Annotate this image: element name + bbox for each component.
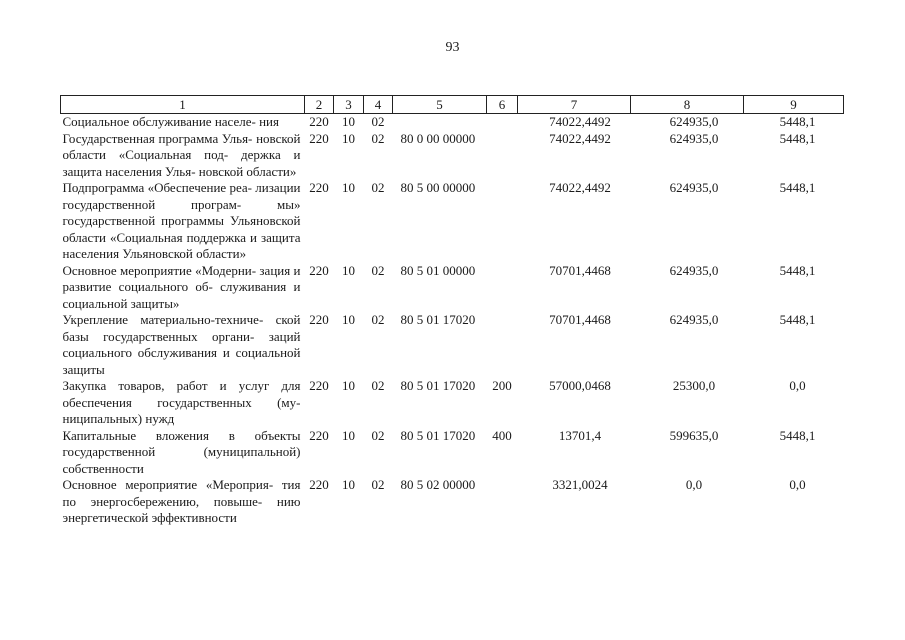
cell-section: 220 xyxy=(309,477,329,492)
cell-section: 220 xyxy=(309,262,329,278)
cell-amount-9: 5448,1 xyxy=(779,180,816,195)
cell-amount-9: 5448,1 xyxy=(779,262,816,278)
column-header: 2 xyxy=(305,96,334,114)
cell-amount-9: 5448,1 xyxy=(779,130,816,146)
cell-amount-8: 624935,0 xyxy=(669,130,719,146)
cell-subsection: 10 xyxy=(342,180,355,195)
cell-amount-7: 70701,4468 xyxy=(549,262,611,278)
cell-target-code: 80 5 01 17020 xyxy=(400,427,476,443)
cell-subsection: 10 xyxy=(342,427,355,443)
cell-item: 02 xyxy=(371,477,385,492)
cell-expense-type: 200 xyxy=(492,378,512,393)
cell-target-code xyxy=(393,114,487,131)
column-header: 9 xyxy=(744,96,844,114)
cell-amount-7: 70701,4468 xyxy=(549,312,611,327)
table-row xyxy=(61,428,844,478)
cell-amount-8: 25300,0 xyxy=(672,378,716,393)
cell-subsection: 10 xyxy=(342,312,355,327)
cell-target-code: 80 5 00 00000 xyxy=(400,180,476,195)
cell-amount-9: 5448,1 xyxy=(779,312,816,327)
cell-subsection: 10 xyxy=(342,130,355,146)
cell-subsection: 10 xyxy=(342,378,355,393)
cell-item: 02 xyxy=(371,114,385,129)
cell-amount-8: 624935,0 xyxy=(669,312,719,327)
page-number: 93 xyxy=(445,40,460,55)
cell-target-code: 80 5 01 00000 xyxy=(400,262,476,278)
table-row xyxy=(61,477,844,527)
row-name: Основное мероприятие «Модерни- зация и развитие социального об- служивания и социальной защиты» xyxy=(62,262,301,311)
cell-section: 220 xyxy=(309,114,329,129)
row-name: Социальное обслуживание населе- ния xyxy=(62,114,279,129)
cell-item: 02 xyxy=(371,378,385,393)
cell-section: 220 xyxy=(309,312,329,327)
cell-section: 220 xyxy=(309,378,329,393)
column-header: 5 xyxy=(393,96,487,114)
table-row xyxy=(61,312,844,378)
cell-target-code: 80 5 01 17020 xyxy=(400,378,476,393)
cell-section: 220 xyxy=(309,180,329,195)
cell-item: 02 xyxy=(371,312,385,327)
cell-section: 220 xyxy=(309,427,329,443)
table-row xyxy=(61,180,844,263)
cell-target-code: 80 5 01 17020 xyxy=(400,312,476,327)
cell-expense-type xyxy=(487,477,518,527)
column-header: 7 xyxy=(518,96,631,114)
cell-expense-type xyxy=(487,180,518,263)
row-name: Государственная программа Улья- новской области «Социальная под- держка и защита населения Улья- новской области» xyxy=(62,130,301,179)
cell-item: 02 xyxy=(371,180,385,195)
table-header-row xyxy=(61,96,844,114)
cell-amount-8: 0,0 xyxy=(685,477,703,492)
cell-expense-type xyxy=(487,114,518,131)
cell-subsection: 10 xyxy=(342,477,355,492)
cell-amount-8: 624935,0 xyxy=(669,180,719,195)
cell-amount-8: 624935,0 xyxy=(669,114,719,129)
cell-expense-type xyxy=(487,312,518,378)
cell-expense-type xyxy=(487,263,518,313)
row-name: Укрепление материально-техниче- ской базы государственных органи- заций социального обслуживания и социальной защиты xyxy=(62,312,301,377)
table-row xyxy=(61,378,844,428)
cell-amount-7: 3321,0024 xyxy=(552,477,608,492)
cell-target-code: 80 5 02 00000 xyxy=(400,477,476,492)
table-row xyxy=(61,263,844,313)
row-name: Подпрограмма «Обеспечение реа- лизации государственной програм- мы» государственной программы Ульяновской области «Социальная поддержка и защита населения Ульяновской области» xyxy=(62,180,301,261)
budget-table xyxy=(60,95,844,527)
cell-amount-7: 13701,4 xyxy=(558,427,602,443)
cell-amount-9: 0,0 xyxy=(789,378,806,393)
cell-amount-7: 74022,4492 xyxy=(549,114,611,129)
cell-amount-8: 599635,0 xyxy=(669,427,719,443)
cell-amount-7: 74022,4492 xyxy=(549,130,611,146)
cell-subsection: 10 xyxy=(342,262,355,278)
row-name: Капитальные вложения в объекты государственной (муниципальной) собственности xyxy=(62,427,301,476)
cell-subsection: 10 xyxy=(342,114,355,129)
column-header: 4 xyxy=(364,96,393,114)
cell-item: 02 xyxy=(371,130,385,146)
cell-amount-7: 74022,4492 xyxy=(549,180,611,195)
cell-expense-type: 400 xyxy=(492,427,512,443)
cell-section: 220 xyxy=(309,130,329,146)
row-name: Основное мероприятие «Мероприя- тия по энергосбережению, повыше- нию энергетической эффективности xyxy=(62,477,301,525)
column-header: 3 xyxy=(334,96,364,114)
cell-amount-9: 5448,1 xyxy=(779,427,816,443)
table-row xyxy=(61,114,844,131)
cell-amount-9: 5448,1 xyxy=(779,114,816,129)
cell-amount-9: 0,0 xyxy=(789,477,806,492)
cell-target-code: 80 0 00 00000 xyxy=(400,130,476,146)
cell-item: 02 xyxy=(371,262,385,278)
row-name: Закупка товаров, работ и услуг для обеспечения государственных (му- ниципальных) нужд xyxy=(62,378,301,426)
cell-amount-8: 624935,0 xyxy=(669,262,719,278)
column-header: 1 xyxy=(61,96,305,114)
cell-amount-7: 57000,0468 xyxy=(549,378,611,393)
table-row xyxy=(61,131,844,181)
column-header: 8 xyxy=(631,96,744,114)
cell-item: 02 xyxy=(371,427,385,443)
cell-expense-type xyxy=(487,131,518,181)
column-header: 6 xyxy=(487,96,518,114)
